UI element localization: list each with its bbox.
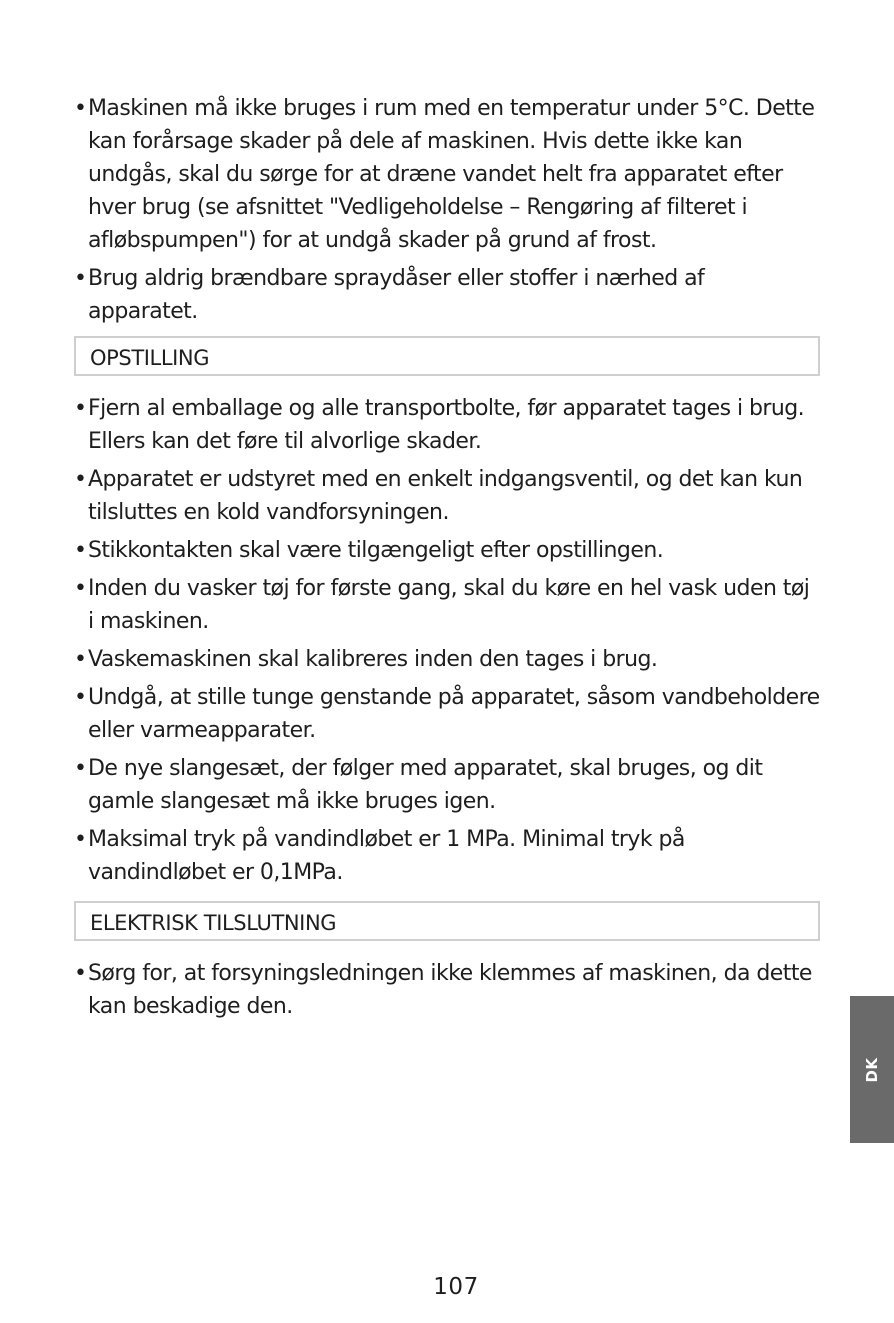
list-item: • Maksimal tryk på vandindløbet er 1 MPa. Minimal tryk på vandindløbet er 0,1MPa. (74, 823, 820, 889)
intro-bullet-list (74, 92, 820, 328)
list-item: • Apparatet er udstyret med en enkelt indgangsventil, og det kan kun tilsluttes en kold vandforsyningen. (74, 463, 820, 529)
list-item: • De nye slangesæt, der følger med apparatet, skal bruges, og dit gamle slangesæt må ikke bruges igen. (74, 752, 820, 818)
list-item: • Stikkontakten skal være tilgængeligt efter opstillingen. (74, 534, 820, 567)
list-item: • Sørg for, at forsyningsledningen ikke klemmes af maskinen, da dette kan beskadige den. (74, 957, 820, 1023)
list-item: • Undgå, at stille tunge genstande på apparatet, såsom vandbeholdere eller varmeapparater. (74, 681, 820, 747)
list-item: • Inden du vasker tøj for første gang, skal du køre en hel vask uden tøj i maskinen. (74, 572, 820, 638)
page-number: 107 (433, 1274, 479, 1300)
language-tab (850, 996, 894, 1143)
list-item: • Vaskemaskinen skal kalibreres inden den tages i brug. (74, 643, 820, 676)
list-item: • Maskinen må ikke bruges i rum med en temperatur under 5°C. Dette kan forårsage skader på dele af maskinen. Hvis dette ikke kan undgås, skal du sørge for at dræne vandet helt fra apparatet efter hver brug (se afsnittet "Vedligeholdelse – Rengøring af filteret i afløbspumpen") for at undgå skader på grund af frost. (74, 92, 820, 257)
language-tab-label: DK (863, 1056, 881, 1083)
list-item: • Brug aldrig brændbare spraydåser eller stoffer i nærhed af apparatet. (74, 262, 820, 328)
electrical-bullet-list (74, 957, 820, 1023)
section-heading-installation: OPSTILLING (74, 336, 820, 376)
list-item: • Fjern al emballage og alle transportbolte, før apparatet tages i brug. Ellers kan det føre til alvorlige skader. (74, 392, 820, 458)
page-content (74, 92, 820, 1028)
section-heading-electrical: ELEKTRISK TILSLUTNING (74, 901, 820, 941)
installation-bullet-list (74, 392, 820, 889)
